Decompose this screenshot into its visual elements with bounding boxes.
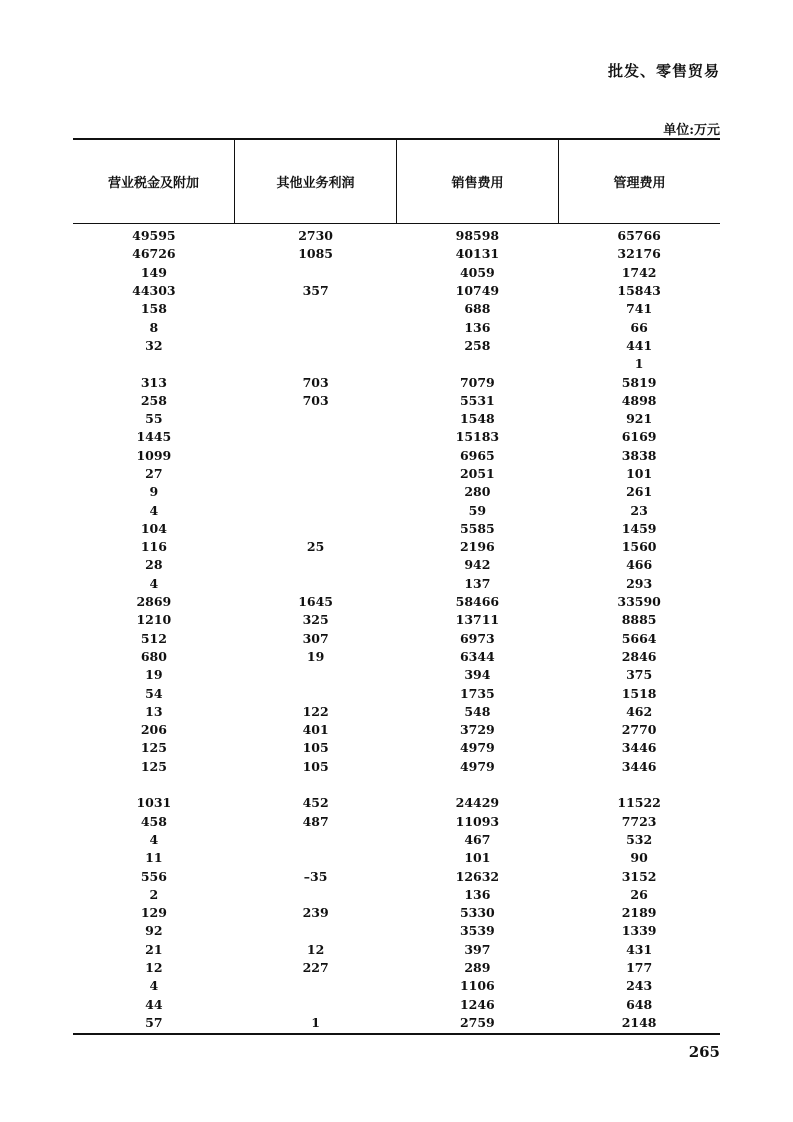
table-row <box>73 282 720 300</box>
table-cell: 15843 <box>617 283 661 299</box>
table-cell: 3446 <box>621 758 657 774</box>
table-cell: 4 <box>149 575 159 591</box>
table-header-row <box>73 140 720 224</box>
table-cell: 7079 <box>459 374 495 390</box>
table-cell: 21 <box>145 941 163 957</box>
column-header: 管理费用 <box>558 140 720 223</box>
table-row <box>73 575 720 593</box>
table-cell: 1031 <box>136 795 172 811</box>
table-bottom-rule <box>73 1033 720 1035</box>
column-header: 其他业务利润 <box>234 140 396 223</box>
table-cell: 532 <box>626 831 653 847</box>
table-row <box>73 959 720 977</box>
table-cell: 125 <box>140 740 167 756</box>
table-cell: 462 <box>626 703 653 719</box>
table-cell: 431 <box>626 941 653 957</box>
table-row <box>73 373 720 391</box>
table-cell: 688 <box>464 301 491 317</box>
table-cell: 11093 <box>455 813 500 829</box>
table-cell: 136 <box>464 319 491 335</box>
table-cell: 8 <box>149 319 159 335</box>
table-cell: 703 <box>302 374 329 390</box>
table-row <box>73 995 720 1013</box>
table-row <box>73 447 720 465</box>
table-cell: 12 <box>145 960 163 976</box>
table-cell: 1548 <box>459 411 495 427</box>
table-cell: 92 <box>145 923 163 939</box>
table-cell: 44303 <box>132 283 176 299</box>
table-cell: 289 <box>464 960 491 976</box>
table-cell: 307 <box>302 630 329 646</box>
table-row <box>73 813 720 831</box>
table-row <box>73 538 720 556</box>
table-cell: 921 <box>626 411 653 427</box>
table-row <box>73 977 720 995</box>
table-row <box>73 886 720 904</box>
table-row <box>73 337 720 355</box>
table-cell: 2051 <box>459 466 495 481</box>
table-cell: 26 <box>630 886 648 902</box>
table-cell: 243 <box>626 978 653 994</box>
table-cell: 6344 <box>459 648 495 664</box>
table-cell: 466 <box>626 557 653 573</box>
table-cell: 1518 <box>621 685 657 701</box>
table-cell: 227 <box>302 960 329 976</box>
table-row <box>73 831 720 849</box>
table-cell: 2759 <box>459 1014 495 1030</box>
table-cell: 1085 <box>298 246 334 262</box>
table-cell: 3152 <box>621 868 657 884</box>
table-row <box>73 355 720 373</box>
table-cell: 512 <box>140 630 167 646</box>
table-row <box>73 501 720 519</box>
table-cell: 1099 <box>136 447 172 463</box>
table-cell: 9 <box>149 484 159 500</box>
table-cell: 158 <box>140 301 167 317</box>
table-cell: 4979 <box>459 740 495 756</box>
table-cell: 239 <box>302 905 329 921</box>
table-row <box>73 593 720 611</box>
table-cell: 12632 <box>455 868 500 884</box>
table-cell: 5664 <box>621 630 657 646</box>
page-number: 265 <box>688 1043 720 1061</box>
table-cell: –35 <box>303 868 328 884</box>
table-cell: 2730 <box>298 228 334 244</box>
table-row <box>73 849 720 867</box>
table-cell: 65766 <box>617 228 661 244</box>
table-row <box>73 428 720 446</box>
table-cell: 15183 <box>455 429 500 445</box>
table-row <box>73 703 720 721</box>
table-cell: 8885 <box>621 612 657 628</box>
table-cell: 703 <box>302 392 329 408</box>
table-cell: 4 <box>149 831 159 847</box>
table-body <box>73 224 720 1032</box>
table-cell: 375 <box>626 667 653 683</box>
table-cell: 25 <box>306 539 325 555</box>
table-row <box>73 739 720 757</box>
table-cell: 11522 <box>617 795 661 811</box>
table-cell: 1106 <box>459 978 495 994</box>
table-cell: 28 <box>145 557 163 573</box>
table-row <box>73 684 720 702</box>
table-row <box>73 318 720 336</box>
table-row <box>73 758 720 776</box>
table-cell: 90 <box>630 850 648 866</box>
table-cell: 24429 <box>455 795 500 811</box>
table-cell: 313 <box>140 374 167 390</box>
table-cell: 741 <box>626 301 653 317</box>
table-cell: 105 <box>302 758 329 774</box>
table-cell: 1339 <box>621 923 657 939</box>
table-row <box>73 465 720 483</box>
table-cell: 55 <box>145 411 163 427</box>
table-cell: 5585 <box>459 520 495 536</box>
table-row <box>73 556 720 574</box>
table-cell: 4898 <box>621 392 657 408</box>
table-cell: 357 <box>302 283 329 299</box>
table-cell: 1735 <box>459 685 495 701</box>
table-row <box>73 721 720 739</box>
table-cell: 104 <box>140 520 167 536</box>
table-cell: 136 <box>464 886 491 902</box>
section-title: 批发、零售贸易 <box>607 62 720 80</box>
column-header: 销售费用 <box>396 140 558 223</box>
table-cell: 11 <box>145 850 163 866</box>
table-row <box>73 410 720 428</box>
table-cell: 57 <box>145 1014 163 1030</box>
table-cell: 1210 <box>136 612 172 628</box>
table-cell: 3539 <box>459 923 495 939</box>
table-cell: 2196 <box>459 539 495 555</box>
table-cell: 105 <box>302 740 329 756</box>
table-cell: 4 <box>149 978 159 994</box>
table-row <box>73 392 720 410</box>
table-cell: 1742 <box>621 264 657 280</box>
table-cell: 23 <box>630 502 648 518</box>
data-table <box>73 138 720 1035</box>
table-cell: 258 <box>140 392 167 408</box>
table-row <box>73 922 720 940</box>
table-cell: 3729 <box>459 722 495 738</box>
table-cell: 6169 <box>621 429 657 445</box>
table-cell: 1 <box>634 356 644 372</box>
table-cell: 125 <box>140 758 167 774</box>
table-cell: 27 <box>145 466 163 481</box>
table-cell: 33590 <box>617 594 661 610</box>
table-cell: 2770 <box>621 722 657 738</box>
table-cell: 3838 <box>621 447 657 463</box>
table-cell: 129 <box>140 905 167 921</box>
table-cell: 2846 <box>621 648 657 664</box>
table-cell: 206 <box>140 722 167 738</box>
table-cell: 32 <box>145 337 163 353</box>
table-row <box>73 300 720 318</box>
table-cell: 32176 <box>617 246 661 262</box>
table-cell: 1560 <box>621 539 657 555</box>
table-row <box>73 904 720 922</box>
table-cell: 261 <box>626 484 653 500</box>
table-cell: 13711 <box>455 612 500 628</box>
table-cell: 394 <box>464 667 491 683</box>
table-cell: 7723 <box>621 813 657 829</box>
table-cell: 548 <box>464 703 491 719</box>
table-cell: 293 <box>626 575 653 591</box>
table-cell: 3446 <box>621 740 657 756</box>
table-cell: 942 <box>464 557 491 573</box>
table-cell: 98598 <box>455 228 500 244</box>
table-cell: 4979 <box>459 758 495 774</box>
table-cell: 441 <box>626 337 653 353</box>
table-cell: 458 <box>140 813 167 829</box>
table-cell: 6973 <box>459 630 495 646</box>
table-row <box>73 227 720 245</box>
table-row <box>73 630 720 648</box>
table-cell: 19 <box>145 667 163 683</box>
table-row <box>73 867 720 885</box>
table-cell: 487 <box>302 813 329 829</box>
table-row <box>73 941 720 959</box>
table-cell: 1645 <box>298 594 334 610</box>
unit-label: 单位:万元 <box>663 123 720 138</box>
table-cell: 5531 <box>459 392 495 408</box>
table-row <box>73 666 720 684</box>
table-cell: 452 <box>302 795 329 811</box>
table-cell: 6965 <box>459 447 495 463</box>
table-cell: 101 <box>626 466 653 481</box>
table-row <box>73 648 720 666</box>
table-cell: 10749 <box>455 283 500 299</box>
table-row <box>73 245 720 263</box>
table-cell: 19 <box>306 648 325 664</box>
table-cell: 137 <box>464 575 491 591</box>
table-cell: 4059 <box>459 264 495 280</box>
table-cell: 1 <box>311 1014 320 1030</box>
table-cell: 397 <box>464 941 491 957</box>
table-cell: 467 <box>464 831 491 847</box>
table-cell: 58466 <box>455 594 500 610</box>
column-header: 营业税金及附加 <box>107 176 199 191</box>
table-row <box>73 520 720 538</box>
table-cell: 116 <box>140 539 167 555</box>
table-cell: 2189 <box>621 905 657 921</box>
table-cell: 401 <box>302 722 329 738</box>
table-cell: 2869 <box>136 594 172 610</box>
table-cell: 13 <box>145 703 163 719</box>
table-row <box>73 483 720 501</box>
table-cell: 59 <box>468 502 487 518</box>
table-cell: 49595 <box>132 228 176 244</box>
table-row <box>73 794 720 812</box>
table-cell: 1445 <box>136 429 172 445</box>
table-cell: 2148 <box>621 1014 657 1030</box>
table-cell: 280 <box>464 484 491 500</box>
table-row <box>73 1014 720 1032</box>
table-cell: 54 <box>145 685 163 701</box>
table-row <box>73 264 720 282</box>
spacer-row <box>73 776 720 794</box>
table-cell: 4 <box>149 502 159 518</box>
table-cell: 5330 <box>459 905 495 921</box>
table-cell: 40131 <box>455 246 500 262</box>
table-cell: 12 <box>306 941 325 957</box>
table-cell: 1246 <box>459 996 495 1012</box>
table-cell: 258 <box>464 337 491 353</box>
table-cell: 46726 <box>132 246 176 262</box>
table-cell: 5819 <box>621 374 657 390</box>
table-cell: 149 <box>140 264 167 280</box>
table-cell: 122 <box>302 703 329 719</box>
table-cell: 177 <box>626 960 653 976</box>
table-cell: 556 <box>140 868 167 884</box>
table-cell: 648 <box>626 996 653 1012</box>
table-cell: 680 <box>140 648 167 664</box>
table-cell: 1459 <box>621 520 657 536</box>
table-cell: 101 <box>464 850 491 866</box>
table-row <box>73 611 720 629</box>
table-cell: 325 <box>302 612 329 628</box>
table-cell: 2 <box>149 886 159 902</box>
table-cell: 66 <box>630 319 648 335</box>
table-cell: 44 <box>145 996 163 1012</box>
